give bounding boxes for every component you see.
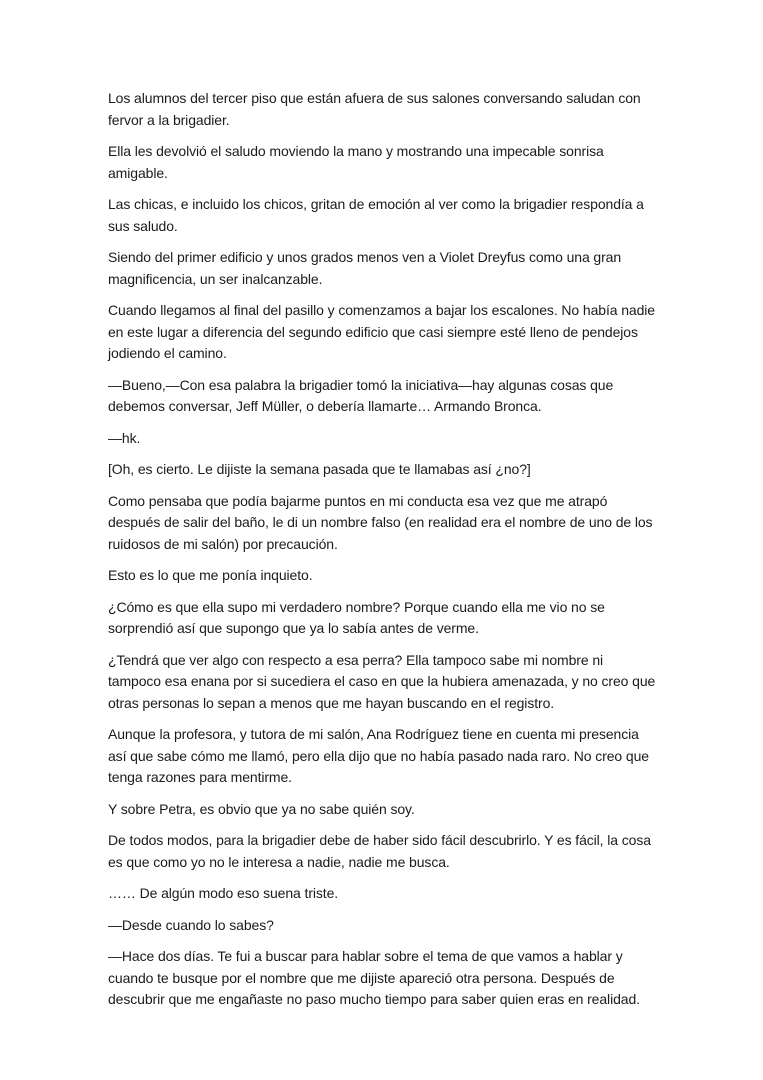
bracketed-thought-paragraph: [Oh, es cierto. Le dijiste la semana pasada que te llamabas así ¿no?] xyxy=(108,461,531,477)
paragraph: De todos modos, para la brigadier debe de haber sido fácil descubrirlo. Y es fácil, la cosa es que como yo no le interesa a nadie, nadie me busca. xyxy=(108,832,651,870)
paragraph: Como pensaba que podía bajarme puntos en mi conducta esa vez que me atrapó después de salir del baño, le di un nombre falso (en realidad era el nombre de uno de los ruidosos de mi salón) por precaución. xyxy=(108,492,653,552)
paragraph: Las chicas, e incluido los chicos, gritan de emoción al ver como la brigadier respondía a sus saludo. xyxy=(108,196,644,234)
paragraph: ¿Tendrá que ver algo con respecto a esa perra? Ella tampoco sabe mi nombre ni tampoco esa enana por si sucediera el caso en que la hubiera amenazada, y no creo que otras personas lo sepan a menos que me hayan buscando en el registro. xyxy=(108,651,656,711)
paragraph: Ella les devolvió el saludo moviendo la mano y mostrando una impecable sonrisa amigable. xyxy=(108,143,604,181)
dialogue-paragraph: —Bueno,—Con esa palabra la brigadier tomó la iniciativa—hay algunas cosas que debemos conversar, Jeff Müller, o debería llamarte… Armando Bronca. xyxy=(108,376,614,414)
paragraph: ¿Cómo es que ella supo mi verdadero nombre? Porque cuando ella me vio no se sorprendió así que supongo que ya lo sabía antes de verme. xyxy=(108,598,605,636)
paragraph: Esto es lo que me ponía inquieto. xyxy=(108,567,313,583)
dialogue-paragraph: —hk. xyxy=(108,429,141,446)
dialogue-paragraph: —Desde cuando lo sabes? xyxy=(108,916,274,933)
document-body xyxy=(108,88,656,1011)
paragraph: Y sobre Petra, es obvio que ya no sabe quién soy. xyxy=(108,800,415,817)
paragraph: Aunque la profesora, y tutora de mi salón, Ana Rodríguez tiene en cuenta mi presencia así que sabe cómo me llamó, pero ella dijo que no había pasado nada raro. No creo que tenga razones para mentirme. xyxy=(108,726,649,785)
dialogue-paragraph: —Hace dos días. Te fui a buscar para hablar sobre el tema de que vamos a hablar y cuando te busque por el nombre que me dijiste apareció otra persona. Después de descubrir que me engañaste no paso mucho tiempo para saber quien eras en realidad. xyxy=(108,948,640,1007)
paragraph: Los alumnos del tercer piso que están afuera de sus salones conversando saludan con fervor a la brigadier. xyxy=(108,90,641,128)
paragraph: …… De algún modo eso suena triste. xyxy=(108,885,339,901)
paragraph: Cuando llegamos al final del pasillo y comenzamos a bajar los escalones. No había nadie en este lugar a diferencia del segundo edificio que casi siempre esté lleno de pendejos jodiendo el camino. xyxy=(108,302,655,361)
paragraph: Siendo del primer edificio y unos grados menos ven a Violet Dreyfus como una gran magnificencia, un ser inalcanzable. xyxy=(108,249,622,287)
